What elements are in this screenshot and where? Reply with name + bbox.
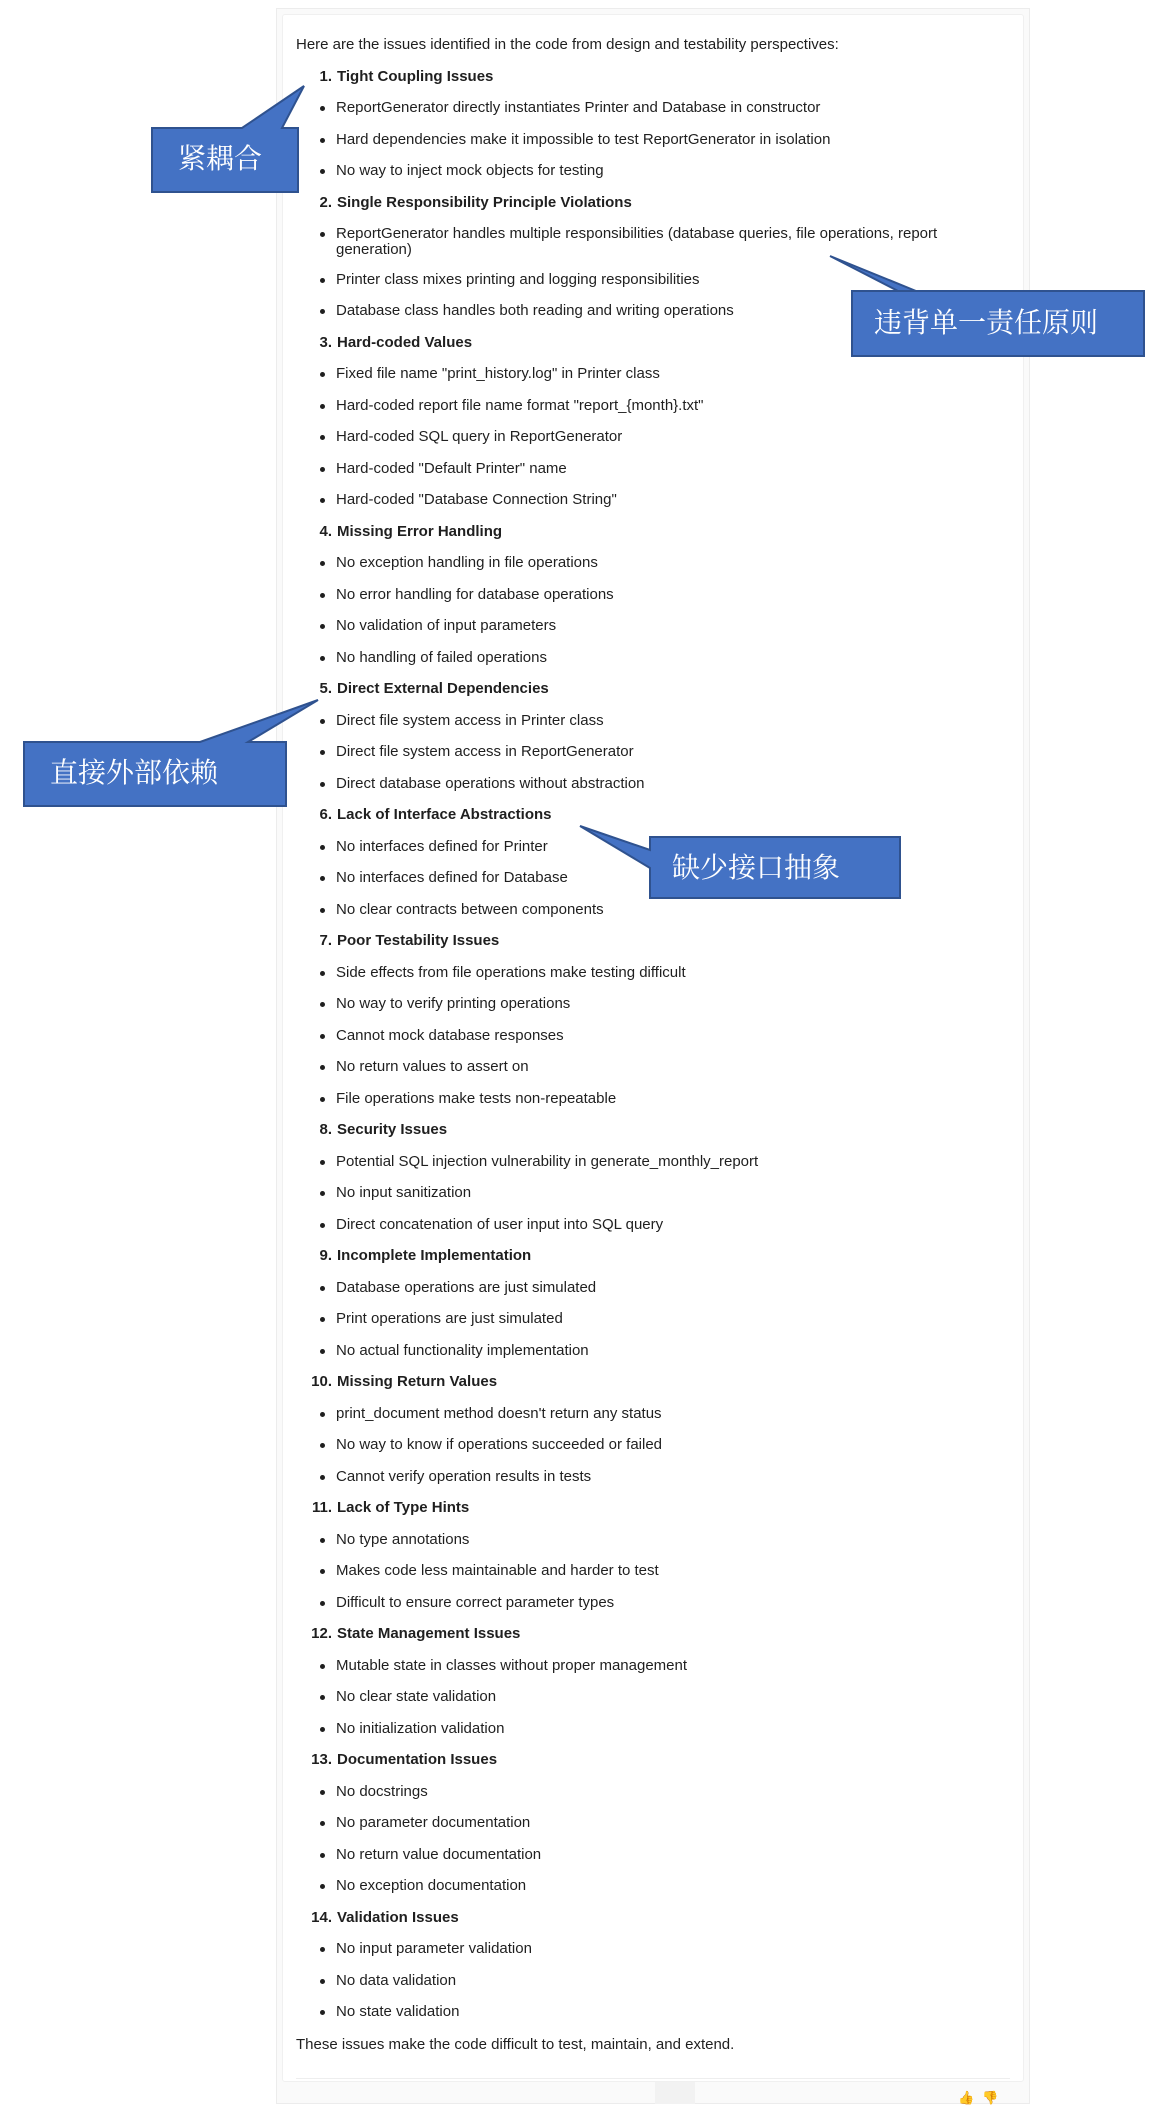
bullet-item: Hard-coded SQL query in ReportGenerator: [336, 428, 623, 445]
section-number: 11.: [311, 1499, 332, 1516]
section-number: 8.: [319, 1121, 332, 1138]
outro-text: These issues make the code difficult to test, maintain, and extend.: [296, 2035, 735, 2053]
callout-external-deps: 直接外部依赖: [50, 756, 219, 789]
bullet-item: No return value documentation: [336, 1845, 542, 1863]
section-heading: Missing Return Values: [337, 1373, 498, 1390]
section-heading: Poor Testability Issues: [337, 932, 500, 949]
bullet-item: Direct file system access in ReportGenerator: [336, 743, 634, 760]
bullet-item: Printer class mixes printing and logging responsibilities: [336, 270, 700, 288]
bullet-item: Direct file system access in Printer class: [336, 711, 604, 729]
bullet-item: File operations make tests non-repeatable: [336, 1089, 617, 1107]
bullet-item: No docstrings: [336, 1782, 428, 1800]
bullet-item: Mutable state in classes without proper management: [336, 1656, 688, 1674]
section-heading: Validation Issues: [337, 1908, 459, 1926]
bullet-item: Database operations are just simulated: [336, 1278, 597, 1296]
bullet-item: Makes code less maintainable and harder to test: [336, 1562, 659, 1579]
section-heading: Security Issues: [337, 1121, 448, 1138]
bullet-item: No initialization validation: [336, 1719, 505, 1737]
bullet-item: Difficult to ensure correct parameter types: [336, 1593, 615, 1611]
bullet-item: Print operations are just simulated: [336, 1310, 563, 1327]
bullet-item: No exception documentation: [336, 1877, 527, 1894]
bullet-item: No state validation: [336, 2003, 460, 2020]
bullet-item: No handling of failed operations: [336, 648, 547, 666]
section-heading: Documentation Issues: [337, 1751, 498, 1768]
bullet-item: Cannot verify operation results in tests: [336, 1467, 592, 1485]
bullet-item: Side effects from file operations make testing difficult: [336, 963, 686, 981]
bullet-item: No parameter documentation: [336, 1814, 531, 1831]
section-number: 7.: [319, 932, 332, 949]
section-heading: Incomplete Implementation: [337, 1247, 532, 1264]
section-heading: Lack of Interface Abstractions: [337, 806, 552, 823]
section-number: 6.: [319, 806, 332, 823]
bullet-item: No clear state validation: [336, 1688, 497, 1705]
bullet-item: Fixed file name "print_history.log" in Printer class: [336, 365, 660, 382]
bullet-item: Hard dependencies make it impossible to test ReportGenerator in isolation: [336, 130, 831, 148]
bullet-item: No interfaces defined for Database: [336, 869, 568, 886]
bullet-item: No clear contracts between components: [336, 900, 604, 918]
callout-no-interfaces: 缺少接口抽象: [672, 851, 841, 884]
section-number: 12.: [311, 1625, 332, 1642]
section-heading: Hard-coded Values: [337, 333, 473, 351]
bullet-item-continuation: generation): [336, 241, 412, 258]
bullet-item: ReportGenerator directly instantiates Printer and Database in constructor: [336, 99, 821, 116]
section-number: 3.: [319, 333, 332, 351]
bullet-item: Hard-coded report file name format "report_{month}.txt": [336, 396, 704, 414]
bullet-item: Database class handles both reading and writing operations: [336, 302, 734, 319]
thumbs-down-icon[interactable]: 👎: [982, 2090, 999, 2105]
section-number: 10.: [311, 1373, 332, 1390]
bullet-item: Direct database operations without abstraction: [336, 774, 645, 792]
section-number: 9.: [319, 1247, 332, 1264]
section-heading: Lack of Type Hints: [337, 1499, 470, 1516]
section-heading: Missing Error Handling: [337, 522, 503, 540]
bullet-item: No interfaces defined for Printer: [336, 837, 548, 855]
section-number: 5.: [319, 680, 332, 697]
section-number: 4.: [319, 522, 332, 540]
callout-shape-external-deps: [24, 700, 318, 806]
section-number: 2.: [319, 193, 332, 211]
callout-srp-violation: 违背单一责任原则: [874, 306, 1099, 339]
bullet-item: No type annotations: [336, 1530, 470, 1548]
bullet-item: No validation of input parameters: [336, 617, 557, 634]
bullet-item: No way to verify printing operations: [336, 995, 571, 1012]
section-heading: Direct External Dependencies: [337, 680, 549, 697]
bullet-item: No input sanitization: [336, 1184, 472, 1201]
section-heading: Single Responsibility Principle Violations: [337, 193, 632, 211]
section-number: 14.: [311, 1908, 332, 1926]
callout-tight-coupling: 紧耦合: [178, 142, 263, 175]
bullet-item: Hard-coded "Database Connection String": [336, 491, 617, 508]
bullet-item: No return values to assert on: [336, 1058, 529, 1075]
section-number: 13.: [311, 1751, 332, 1768]
section-number: 1.: [319, 67, 332, 85]
bullet-item: No error handling for database operations: [336, 585, 614, 603]
thumbs-up-icon[interactable]: 👍: [958, 2090, 975, 2105]
bullet-item: ReportGenerator handles multiple responsibilities (database queries, file operations, report: [336, 225, 938, 242]
bullet-item: Direct concatenation of user input into SQL query: [336, 1215, 664, 1233]
bullet-item: print_document method doesn't return any status: [336, 1404, 662, 1422]
intro-text: Here are the issues identified in the code from design and testability perspectives:: [296, 36, 839, 53]
bullet-item: No data validation: [336, 1971, 457, 1989]
bullet-item: No input parameter validation: [336, 1940, 532, 1957]
bullet-item: No actual functionality implementation: [336, 1341, 589, 1359]
section-heading: Tight Coupling Issues: [337, 67, 494, 85]
section-heading: State Management Issues: [337, 1625, 521, 1642]
bullet-item: No exception handling in file operations: [336, 554, 598, 571]
callout-shape-tight-coupling: [152, 86, 304, 192]
bullet-item: Potential SQL injection vulnerability in generate_monthly_report: [336, 1152, 759, 1170]
bullet-item: No way to know if operations succeeded or failed: [336, 1436, 663, 1453]
bullet-item: Cannot mock database responses: [336, 1026, 564, 1044]
bullet-item: No way to inject mock objects for testing: [336, 162, 604, 179]
bullet-item: Hard-coded "Default Printer" name: [336, 459, 567, 477]
